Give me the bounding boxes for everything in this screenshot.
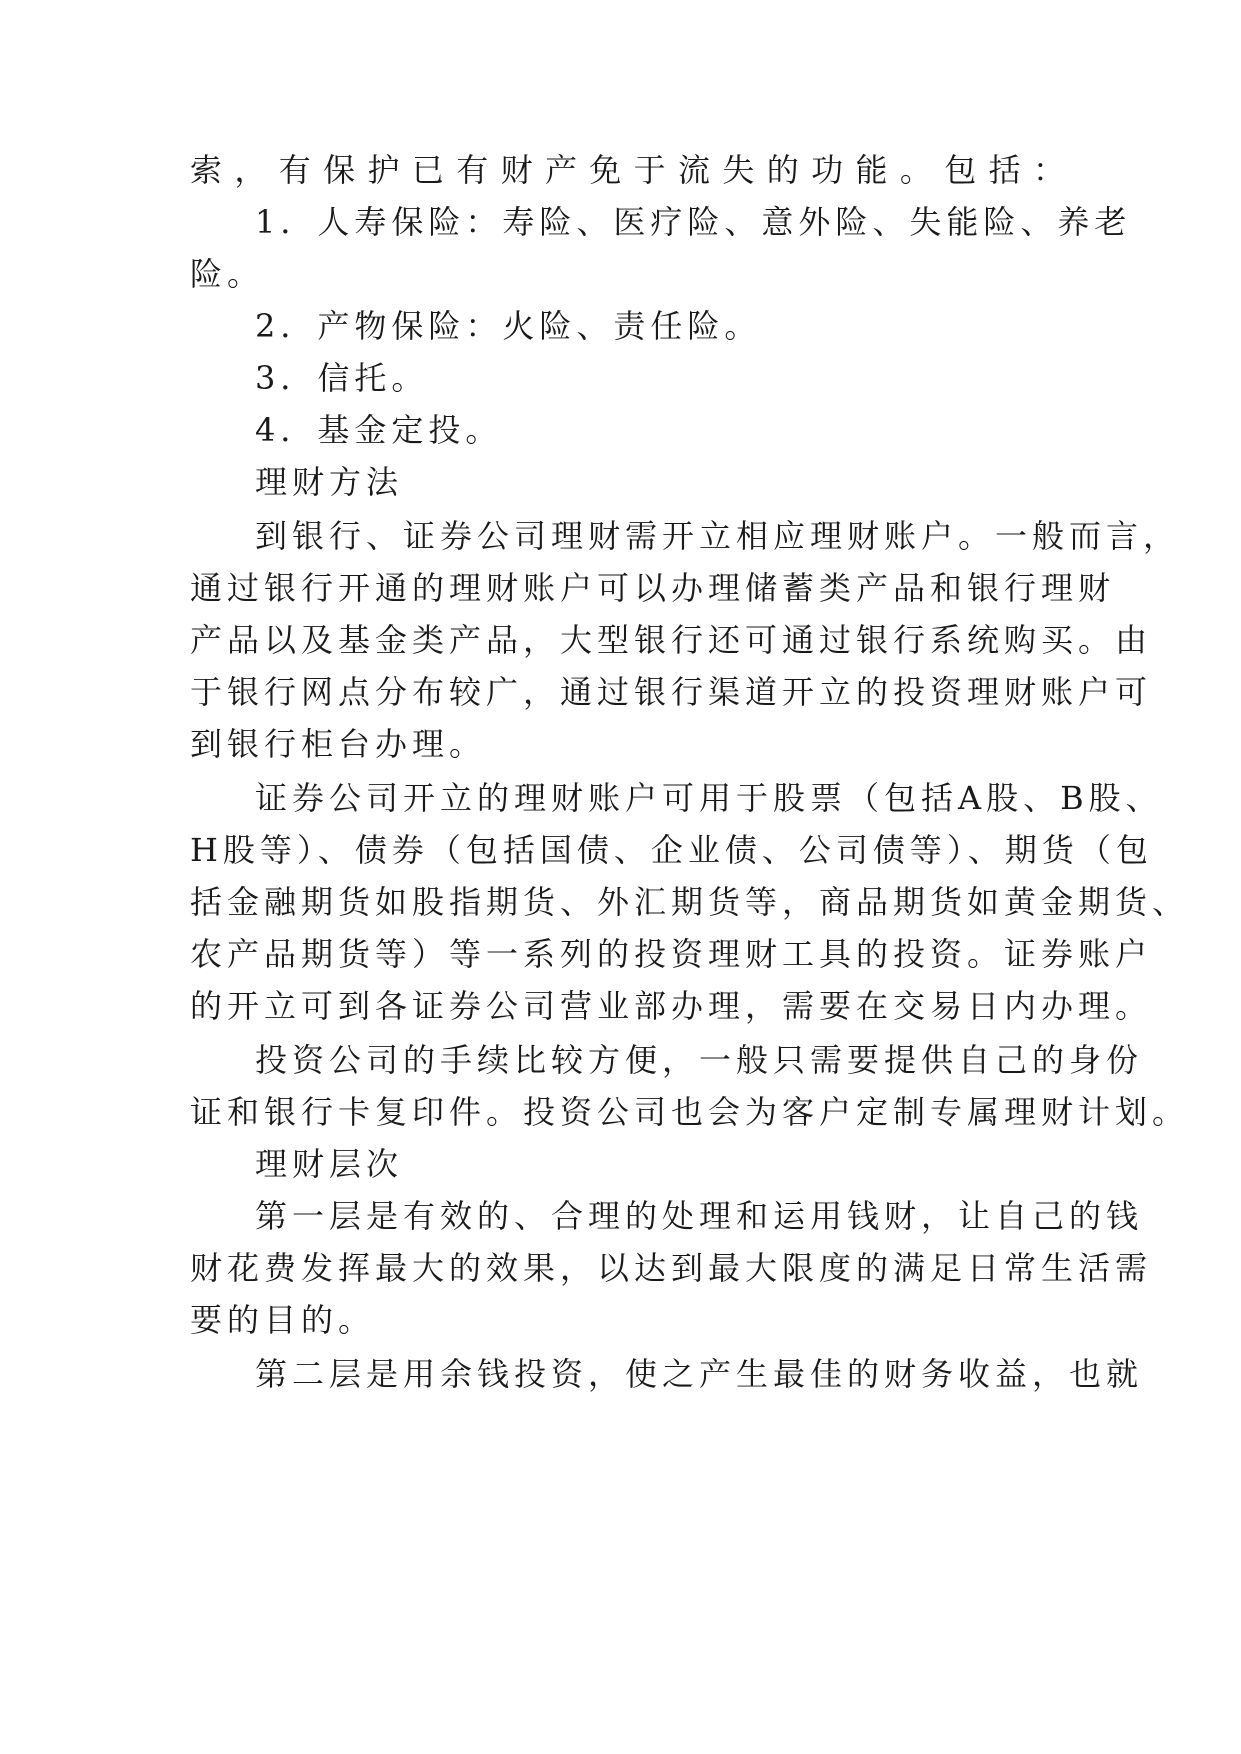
body-text-line: 财花费发挥最大的效果，以达到最大限度的满足日常生活需 <box>190 1249 1153 1287</box>
body-text-line: 投资公司的手续比较方便，一般只需要提供自己的身份 <box>255 1041 1144 1079</box>
body-text-line: 险。 <box>190 255 265 293</box>
list-item-life-insurance: 1．人寿保险：寿险、医疗险、意外险、失能险、养老 <box>255 203 1132 241</box>
body-text-line: 索，有保护已有财产免于流失的功能。包括： <box>190 151 1070 189</box>
body-text-line: 的开立可到各证券公司营业部办理，需要在交易日内办理。 <box>190 987 1153 1025</box>
body-text-line: 括金融期货如股指期货、外汇期货等，商品期货如黄金期货、 <box>190 883 1190 921</box>
body-text-line: H股等）、债券（包括国债、企业债、公司债等）、期货（包 <box>190 831 1153 869</box>
list-item-property-insurance: 2．产物保险：火险、责任险。 <box>255 307 762 345</box>
body-text-line: 通过银行开通的理财账户可以办理储蓄类产品和银行理财 <box>190 569 1116 607</box>
section-heading-methods: 理财方法 <box>255 463 404 501</box>
body-text-line: 证券公司开立的理财账户可用于股票（包括A股、B股、 <box>255 779 1163 817</box>
body-text-line: 第二层是用余钱投资，使之产生最佳的财务收益，也就 <box>255 1355 1144 1393</box>
list-item-trust: 3．信托。 <box>255 359 429 397</box>
section-heading-levels: 理财层次 <box>255 1145 404 1183</box>
body-text-line: 于银行网点分布较广，通过银行渠道开立的投资理财账户可 <box>190 673 1153 711</box>
body-text-line: 农产品期货等）等一系列的投资理财工具的投资。证券账户 <box>190 935 1153 973</box>
list-item-fund: 4．基金定投。 <box>255 411 503 449</box>
body-text-line: 到银行、证券公司理财需开立相应理财账户。一般而言， <box>255 517 1181 555</box>
body-text-line: 第一层是有效的、合理的处理和运用钱财，让自己的钱 <box>255 1197 1144 1235</box>
body-text-line: 到银行柜台办理。 <box>190 725 487 763</box>
body-text-line: 证和银行卡复印件。投资公司也会为客户定制专属理财计划。 <box>190 1093 1190 1131</box>
body-text-line: 产品以及基金类产品，大型银行还可通过银行系统购买。由 <box>190 621 1153 659</box>
body-text-line: 要的目的。 <box>190 1301 376 1339</box>
